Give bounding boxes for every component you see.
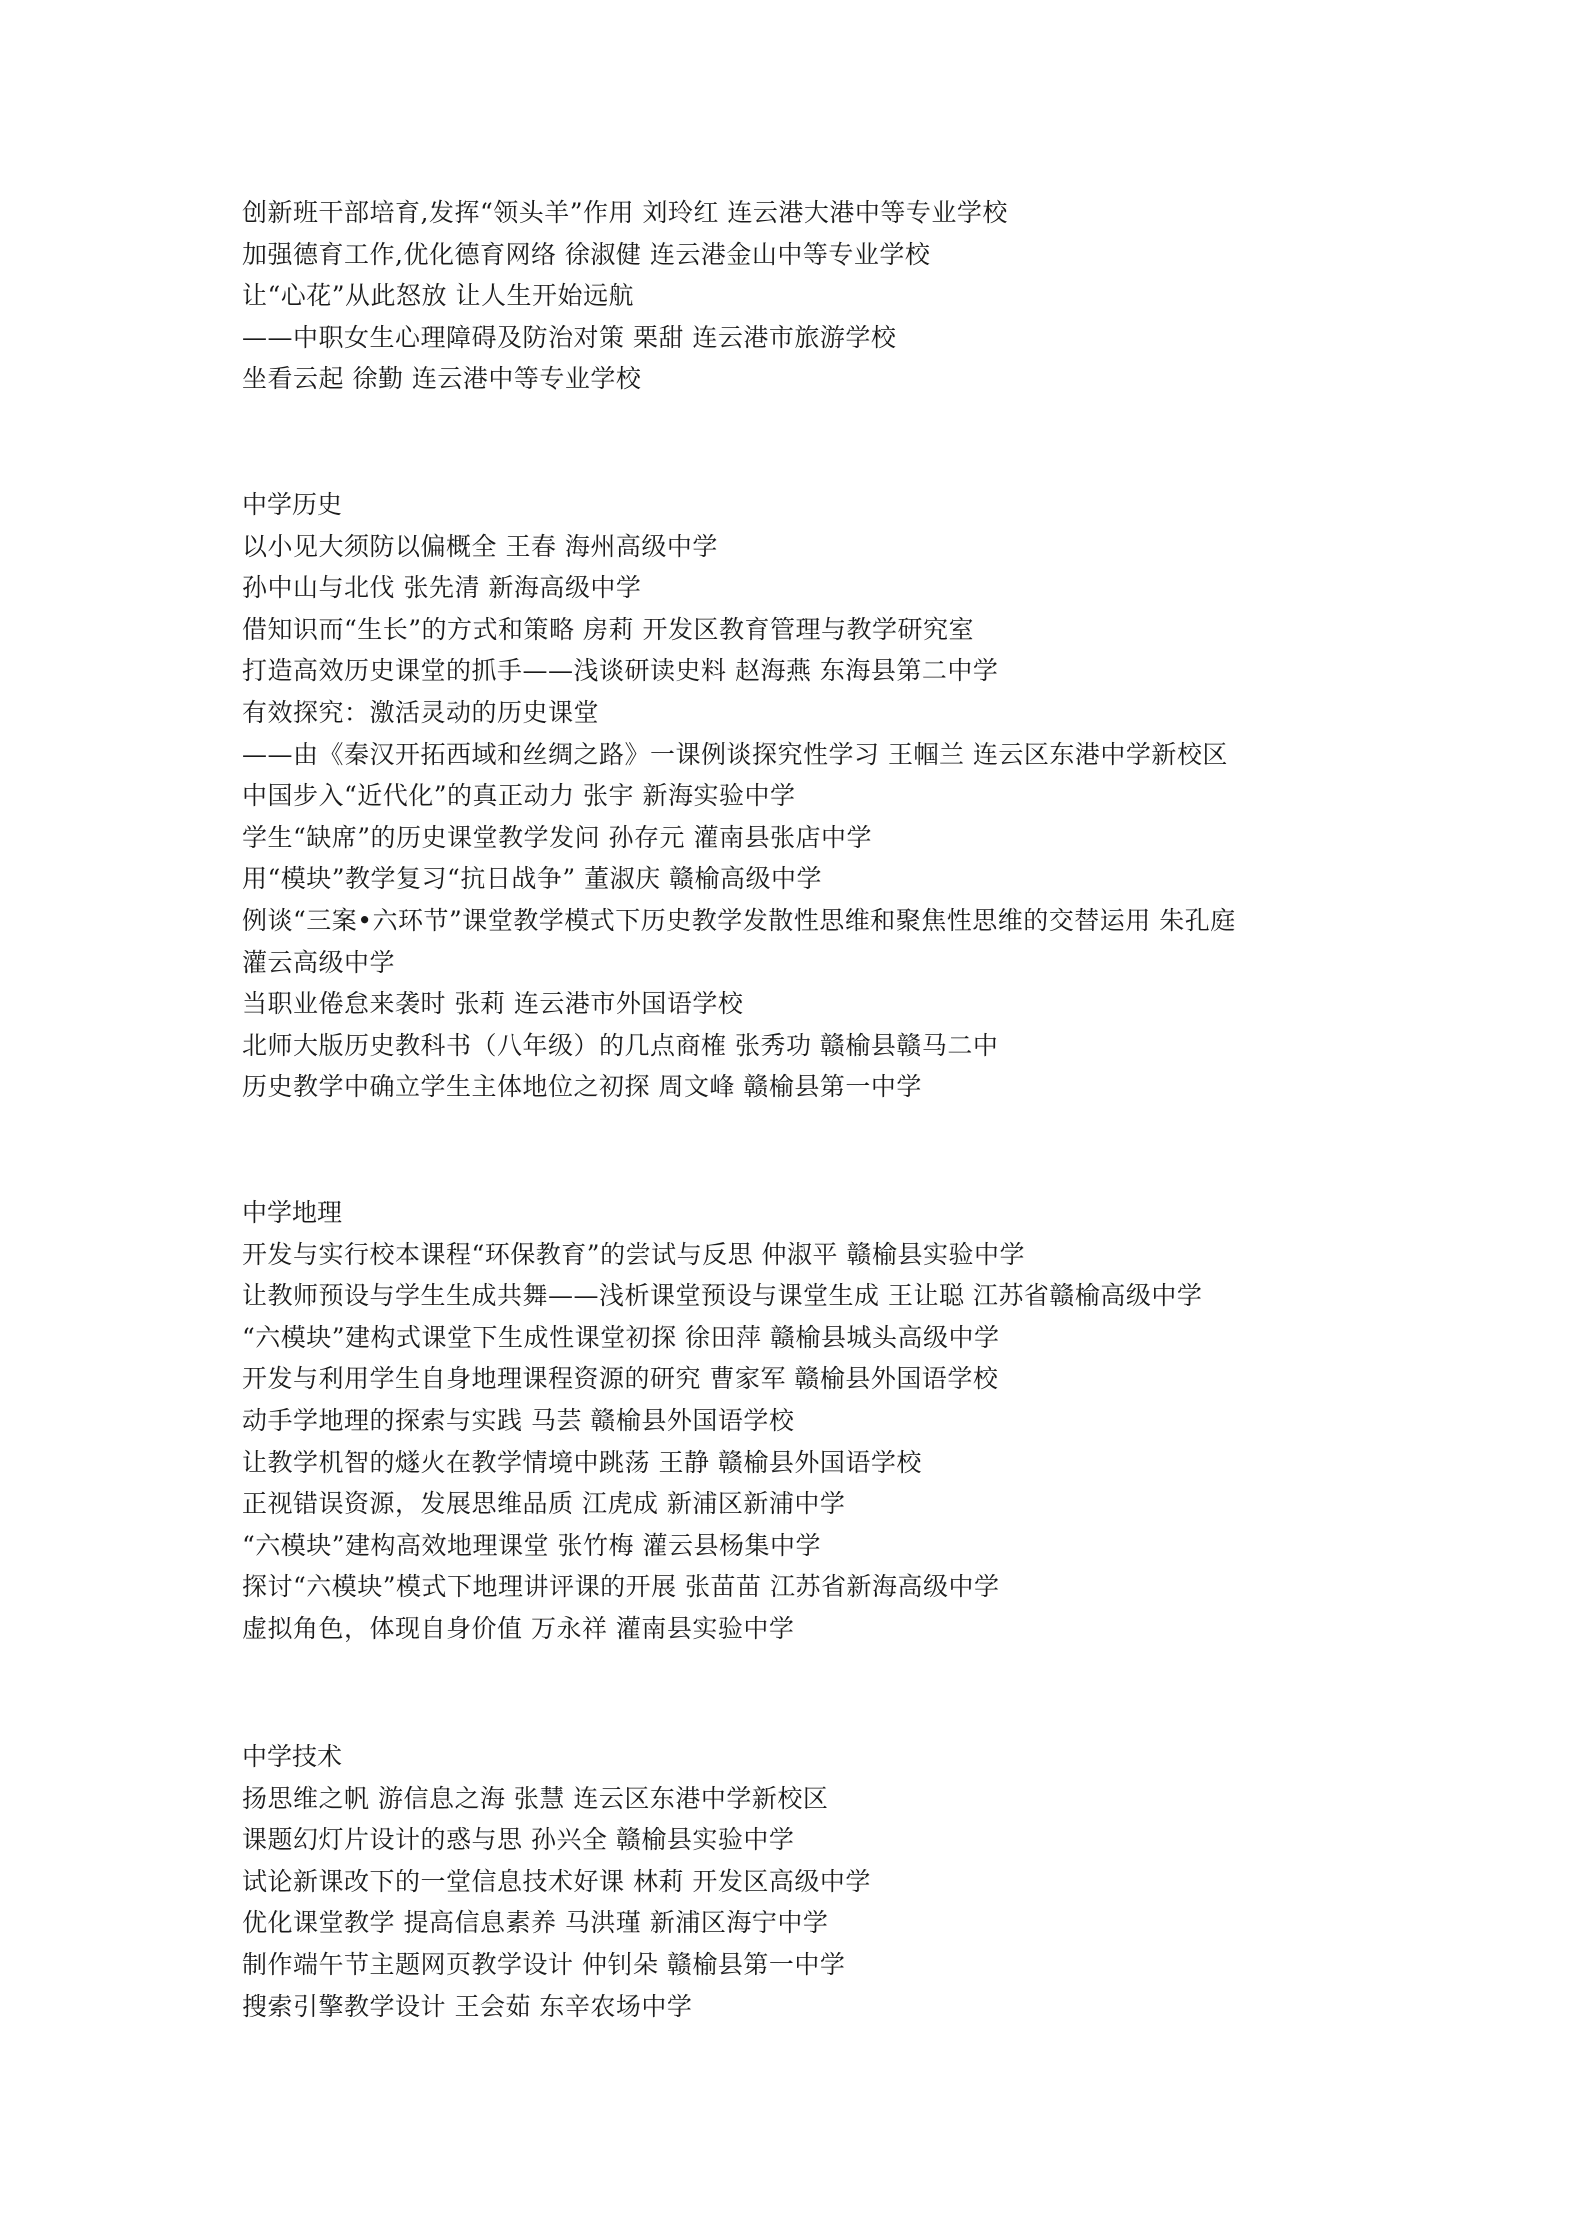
section-heading-history: 中学历史	[242, 490, 343, 519]
list-item: 扬思维之帆 游信息之海 张慧 连云区东港中学新校区	[242, 1783, 829, 1813]
list-item: “六模块”建构高效地理课堂 张竹梅 灌云县杨集中学	[242, 1530, 821, 1560]
list-item: 灌云高级中学	[242, 947, 396, 977]
list-item: 中国步入“近代化”的真正动力 张宇 新海实验中学	[242, 781, 796, 811]
list-item: 加强德育工作,优化德育网络 徐淑健 连云港金山中等专业学校	[242, 239, 931, 269]
list-item: 正视错误资源，发展思维品质 江虎成 新浦区新浦中学	[242, 1489, 846, 1519]
intro-section	[242, 192, 1362, 400]
list-item: 孙中山与北伐 张先清 新海高级中学	[242, 573, 642, 603]
list-item: 课题幻灯片设计的惑与思 孙兴全 赣榆县实验中学	[242, 1825, 795, 1855]
list-item: 试论新课改下的一堂信息技术好课 林莉 开发区高级中学	[242, 1866, 871, 1896]
list-item: 让“心花”从此怒放 让人生开始远航	[242, 281, 635, 311]
history-section	[242, 484, 1362, 1108]
technology-section	[242, 1736, 1362, 2027]
list-item: 学生“缺席”的历史课堂教学发问 孙存元 灌南县张店中学	[242, 822, 872, 852]
list-item: 开发与利用学生自身地理课程资源的研究 曹家军 赣榆县外国语学校	[242, 1364, 999, 1394]
list-item: 当职业倦怠来袭时 张莉 连云港市外国语学校	[242, 989, 744, 1019]
list-item: 北师大版历史教科书（八年级）的几点商榷 张秀功 赣榆县赣马二中	[242, 1030, 999, 1060]
list-item: 创新班干部培育,发挥“领头羊”作用 刘玲红 连云港大港中等专业学校	[242, 198, 1008, 227]
section-heading-geography: 中学地理	[242, 1198, 343, 1227]
list-item: ——由《秦汉开拓西域和丝绸之路》一课例谈探究性学习 王帼兰 连云区东港中学新校区	[242, 739, 1228, 769]
list-item: “六模块”建构式课堂下生成性课堂初探 徐田萍 赣榆县城头高级中学	[242, 1322, 1000, 1352]
section-heading-technology: 中学技术	[242, 1742, 343, 1771]
list-item: 以小见大须防以偏概全 王春 海州高级中学	[242, 531, 718, 561]
list-item: ——中职女生心理障碍及防治对策 栗甜 连云港市旅游学校	[242, 322, 897, 352]
list-item: 优化课堂教学 提高信息素养 马洪瑾 新浦区海宁中学	[242, 1908, 829, 1938]
list-item: 用“模块”教学复习“抗日战争” 董淑庆 赣榆高级中学	[242, 864, 823, 894]
list-item: 搜索引擎教学设计 王会茹 东辛农场中学	[242, 1991, 693, 2021]
list-item: 借知识而“生长”的方式和策略 房莉 开发区教育管理与教学研究室	[242, 614, 974, 644]
list-item: 坐看云起 徐勤 连云港中等专业学校	[242, 364, 642, 394]
list-item: 历史教学中确立学生主体地位之初探 周文峰 赣榆县第一中学	[242, 1072, 922, 1102]
list-item: 开发与实行校本课程“环保教育”的尝试与反思 仲淑平 赣榆县实验中学	[242, 1239, 1025, 1269]
list-item: 让教学机智的燧火在教学情境中跳荡 王静 赣榆县外国语学校	[242, 1447, 922, 1477]
list-item: 例谈“三案•六环节”课堂教学模式下历史教学发散性思维和聚焦性思维的交替运用 朱孔庭	[242, 905, 1236, 935]
list-item: 让教师预设与学生生成共舞——浅析课堂预设与课堂生成 王让聪 江苏省赣榆高级中学	[242, 1281, 1203, 1311]
list-item: 虚拟角色，体现自身价值 万永祥 灌南县实验中学	[242, 1613, 795, 1643]
list-item: 动手学地理的探索与实践 马芸 赣榆县外国语学校	[242, 1405, 795, 1435]
geography-section	[242, 1192, 1362, 1650]
list-item: 有效探究：激活灵动的历史课堂	[242, 697, 600, 727]
list-item: 制作端午节主题网页教学设计 仲钊朵 赣榆县第一中学	[242, 1949, 846, 1979]
list-item: 打造高效历史课堂的抓手——浅谈研读史料 赵海燕 东海县第二中学	[242, 656, 999, 686]
list-item: 探讨“六模块”模式下地理讲评课的开展 张苗苗 江苏省新海高级中学	[242, 1572, 1000, 1602]
